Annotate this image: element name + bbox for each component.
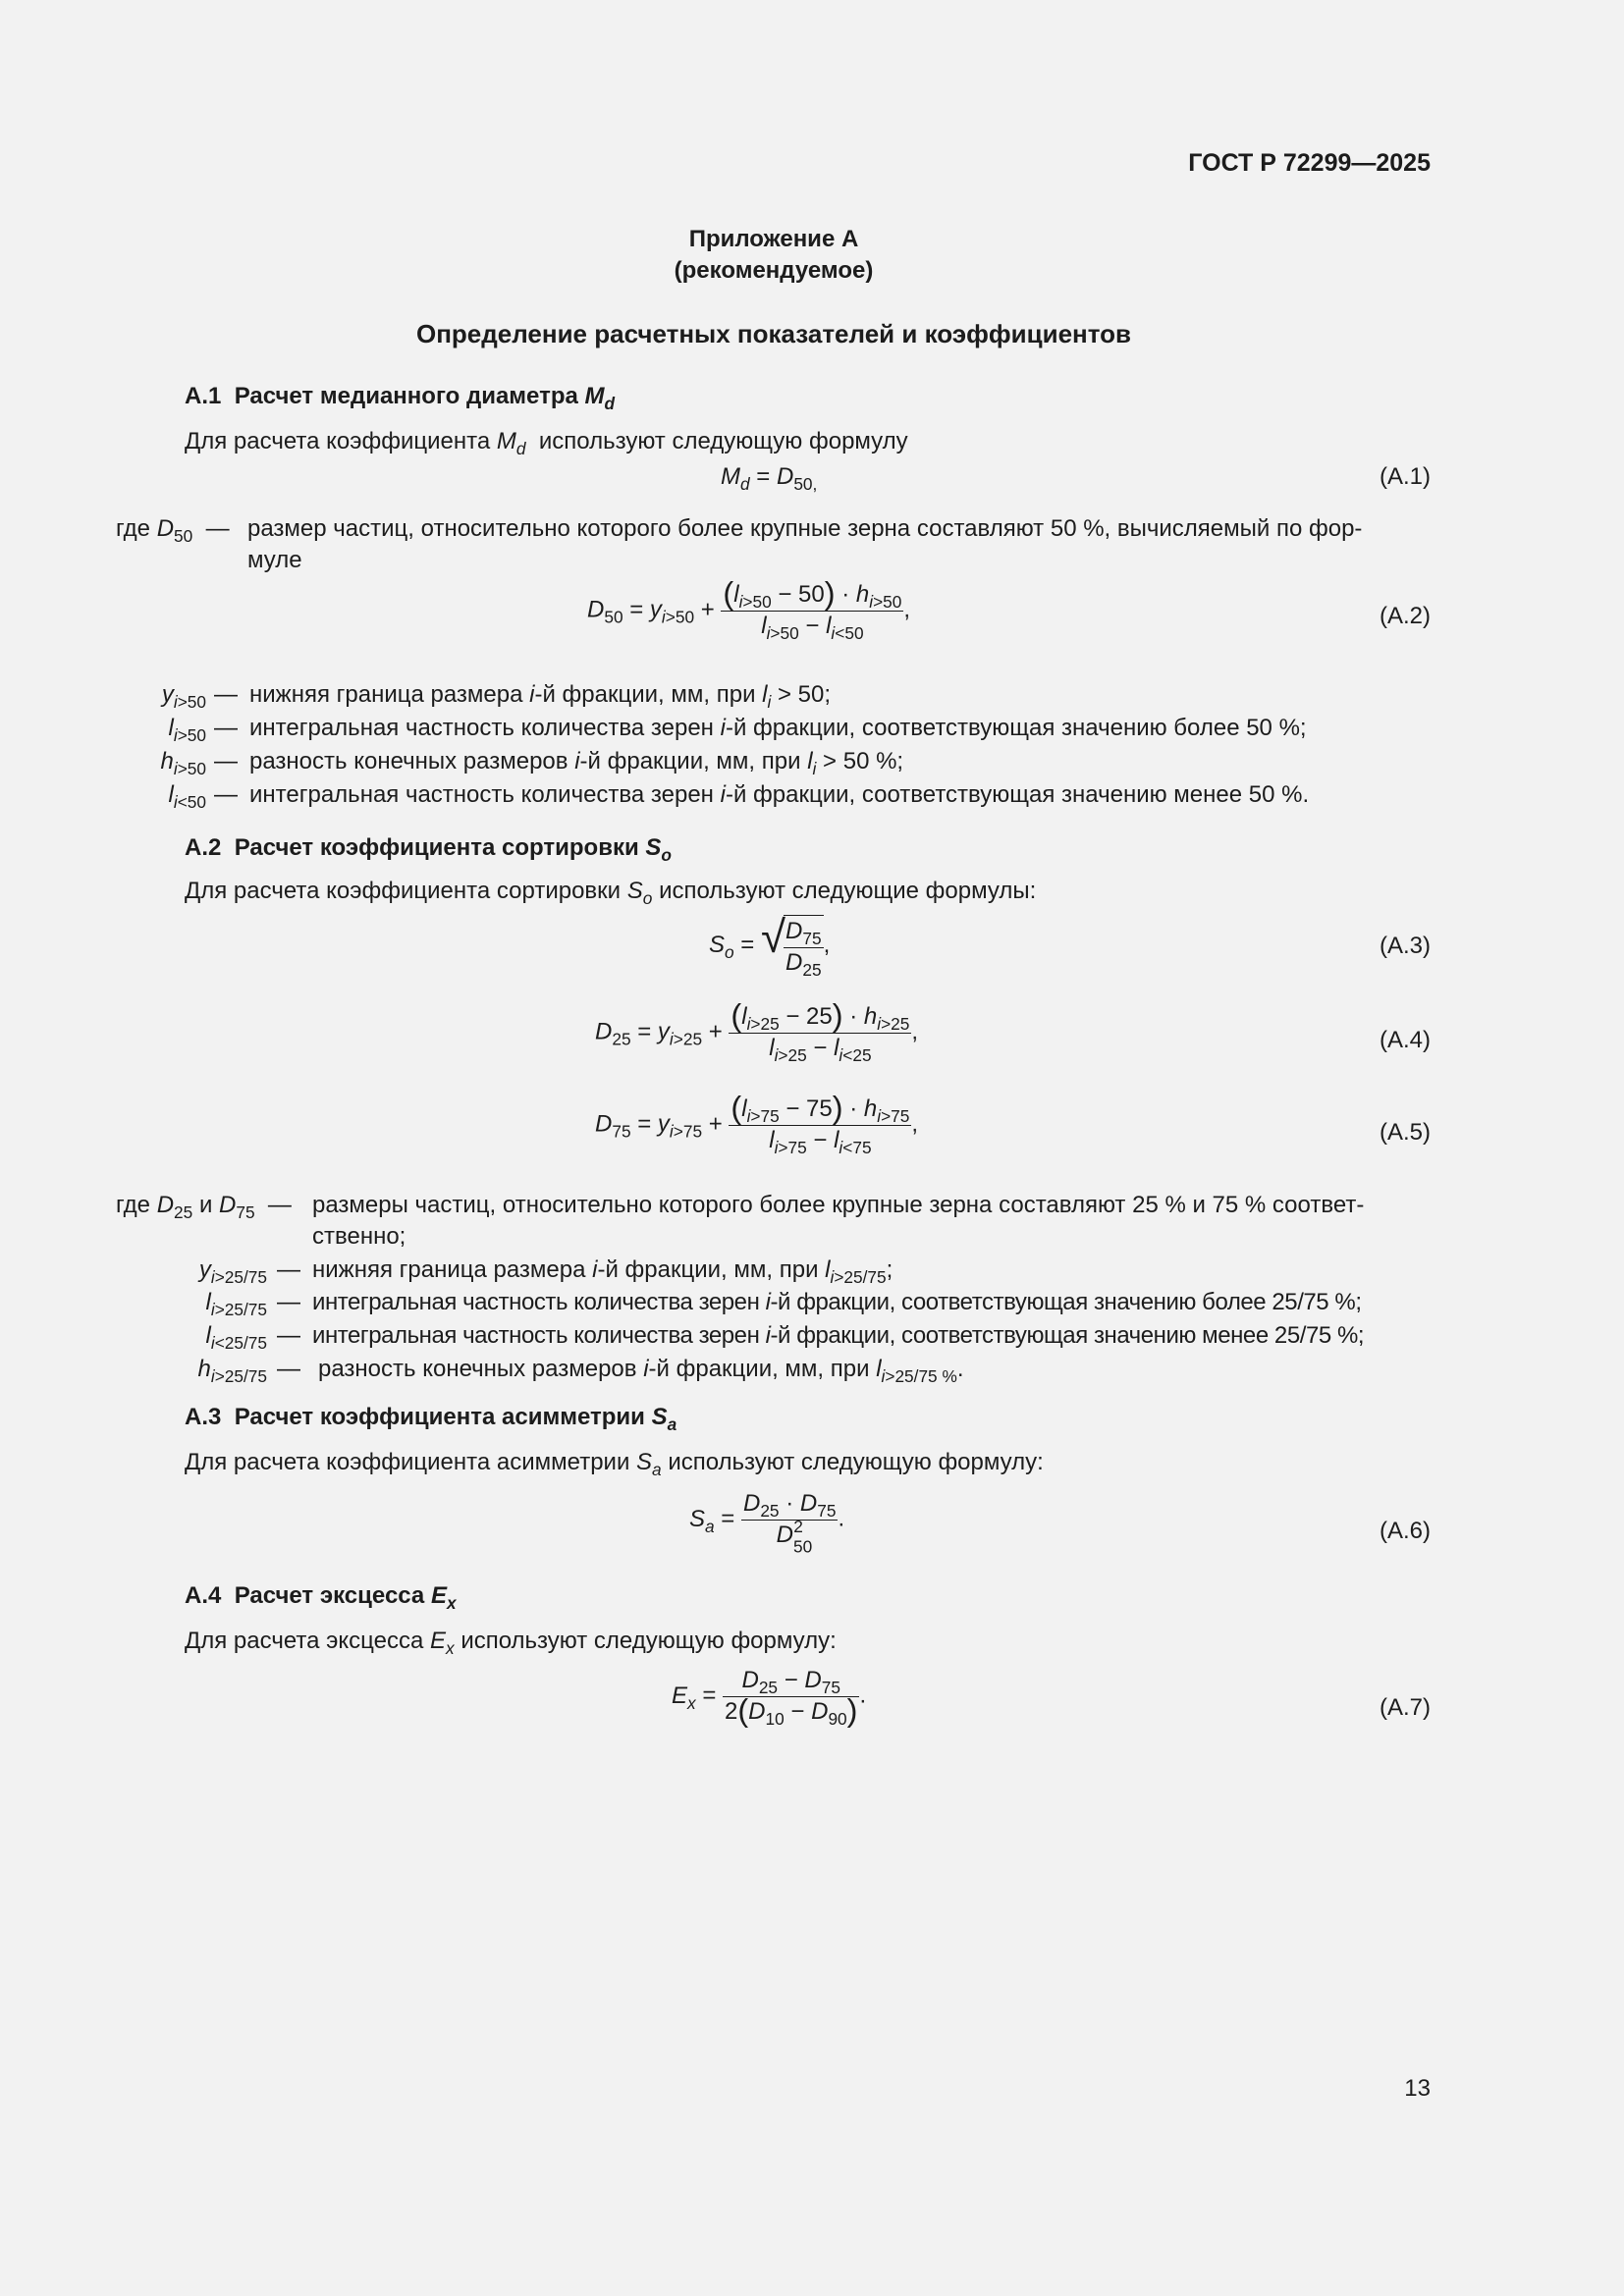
section-a3-intro: Для расчета коэффициента асимметрии $S_a$ используют следующую формулу: [185, 1449, 1044, 1480]
intro-text: Для расчета коэффициента [185, 428, 491, 454]
section-title: Расчет медианного диаметра [234, 383, 578, 409]
intro-text: используют следующую формулу [538, 428, 908, 454]
section-a1-intro [185, 428, 908, 459]
equation-number-a3: (А.3) [1379, 933, 1431, 959]
intro-text: Для расчета коэффициента сортировки [185, 878, 622, 904]
section-title: Расчет эксцесса [234, 1582, 425, 1609]
where-d25-d75-label: где $D_{25}$ и $D_{75}$ — [116, 1192, 292, 1223]
page-number: 13 [1404, 2075, 1431, 2102]
section-a3-heading [185, 1404, 677, 1435]
symbol-sa: $S_a$ [651, 1404, 677, 1435]
section-a2-intro [185, 878, 1037, 909]
formula-a5: $D_{75} = y_{i>75}$ + $\frac{(l_{i>75} - 75) \cdot h_{i>75}}{l_{i>75} - l_{i<75}}$ , [595, 1090, 919, 1157]
symbol-md: $M_d$ [584, 383, 616, 414]
symbol-so: $S_o$ [626, 878, 653, 909]
symbol-so: $S_o$ [645, 834, 672, 866]
section-number: А.1 [185, 383, 222, 409]
section-title: Расчет коэффициента сортировки [234, 834, 639, 861]
where-d25-d75-desc-line2: ственно; [312, 1223, 406, 1250]
formula-a1: $M_d = D_{50,}$ [721, 463, 818, 495]
equation-number-a5: (А.5) [1379, 1119, 1431, 1146]
symbol-md: $M_d$ [496, 428, 526, 459]
appendix-subtitle: (рекомендуемое) [674, 257, 874, 284]
formula-a6: $S_a$ = $\frac{D_{25} \cdot D_{75}}{D_{50}^2}$ . [689, 1490, 845, 1557]
section-a2-heading [185, 834, 672, 866]
appendix-title: Приложение А [688, 226, 859, 252]
where-d50-label: где $D_{50}$ — [116, 515, 230, 547]
section-a1-heading [185, 383, 616, 414]
formula-a3: $S_o$ = √ $\frac{D_{75}}{D_{25}}$ , [709, 912, 831, 980]
symbol-ex: $E_x$ [430, 1582, 457, 1614]
section-number: А.2 [185, 834, 222, 861]
equation-number-a7: (А.7) [1379, 1694, 1431, 1721]
intro-text: используют следующие формулы: [659, 878, 1037, 904]
equation-number-a4: (А.4) [1379, 1027, 1431, 1053]
appendix-heading: Определение расчетных показателей и коэффициентов [416, 319, 1131, 348]
section-number: А.3 [185, 1404, 222, 1430]
document-id: ГОСТ Р 72299—2025 [1188, 149, 1431, 177]
formula-a7: $E_x$ = $\frac{D_{25} - D_{75}}{2(D_{10} - D_{90})}$ . [672, 1667, 867, 1729]
fraction: $\frac{(l_{i>50} - 50) \cdot h_{i>50}}{l_{i>50} - l_{i<50}}$ [723, 575, 902, 643]
equation-number-a1: (А.1) [1379, 463, 1431, 490]
where-d25-d75-desc-line1: размеры частиц, относительно которого более крупные зерна составляют 25 % и 75 % соответ- [312, 1192, 1365, 1218]
section-title: Расчет коэффициента асимметрии [234, 1404, 645, 1430]
where-prefix: где [116, 515, 151, 542]
section-number: А.4 [185, 1582, 222, 1609]
section-a4-heading [185, 1582, 457, 1614]
where-d50-desc-line1: размер частиц, относительно которого более крупные зерна составляют 50 %, вычисляемый по фор- [247, 515, 1363, 542]
where-d50-desc-line2: муле [247, 547, 302, 573]
formula-a4: $D_{25} = y_{i>25}$ + $\frac{(l_{i>25} - 25) \cdot h_{i>25}}{l_{i>25} - l_{i<25}}$ , [595, 997, 919, 1065]
equation-number-a6: (А.6) [1379, 1518, 1431, 1544]
equation-number-a2: (А.2) [1379, 603, 1431, 629]
sqrt-sign: √ $\frac{D_{75}}{D_{25}}$ [760, 912, 822, 980]
formula-a2: $D_{50} = y_{i>50}$ + $\frac{(l_{i>50} - 50) \cdot h_{i>50}}{l_{i>50} - l_{i<50}}$ , [587, 575, 911, 643]
section-a4-intro: Для расчета эксцесса $E_x$ используют следующую формулу: [185, 1628, 837, 1659]
